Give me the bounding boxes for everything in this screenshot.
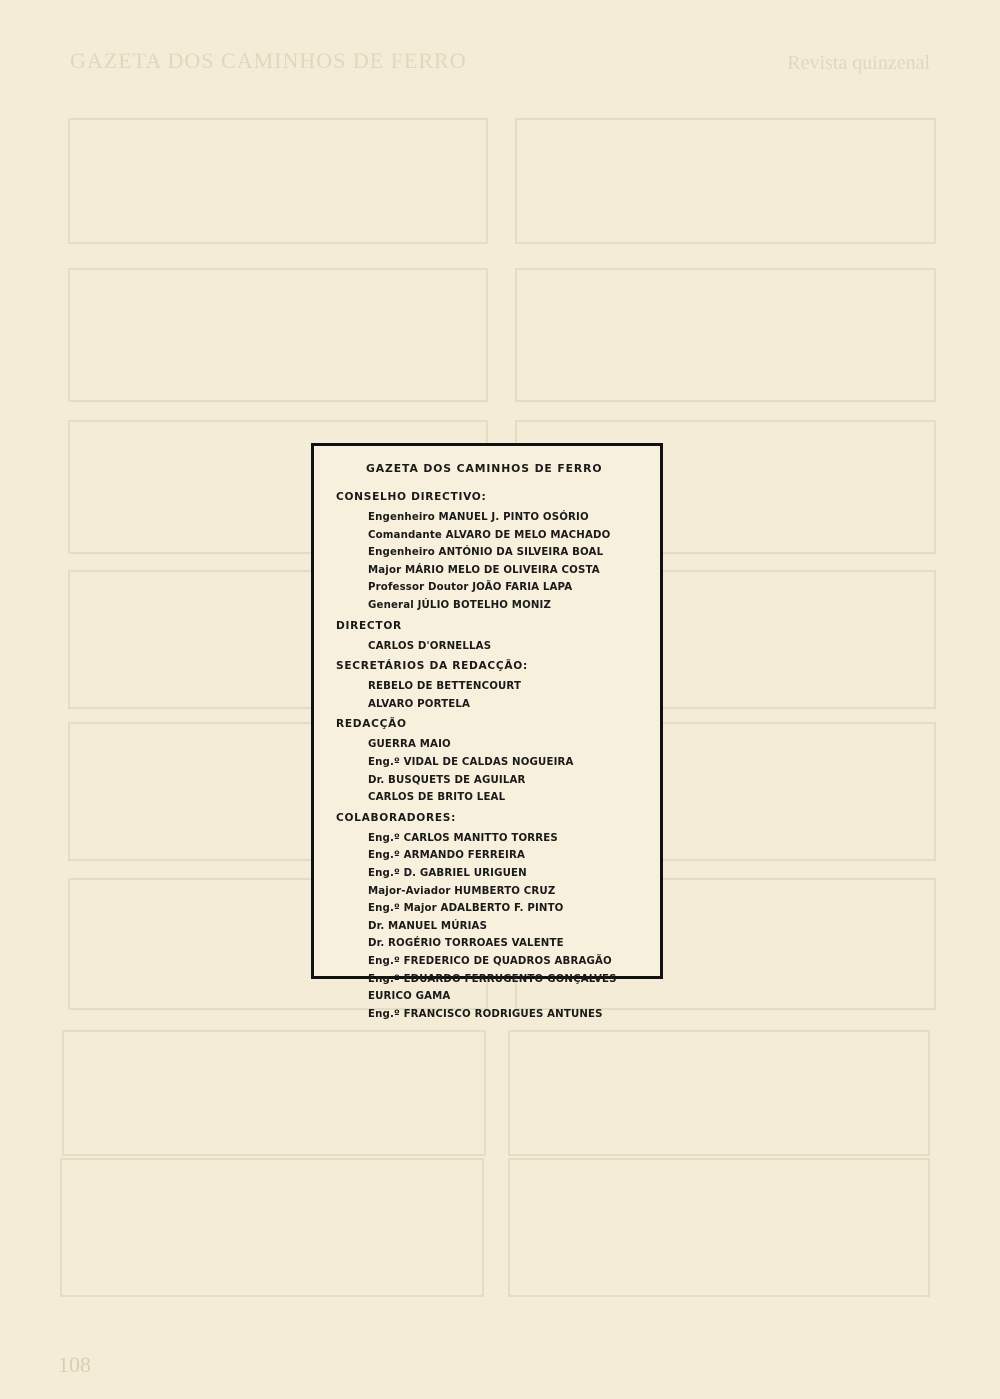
member-line: Eng.º FREDERICO DE QUADROS ABRAGÃO [368,956,612,967]
member-line: Eng.º Major ADALBERTO F. PINTO [368,903,564,915]
member-line: Dr. MANUEL MÚRIAS [368,920,488,932]
bleed-ad-frame [515,118,936,244]
section-heading-redaccao: REDACÇÃO [336,718,407,731]
masthead-title: GAZETA DOS CAMINHOS DE FERRO [366,462,603,475]
running-header-right: Revista quinzenal [787,52,930,74]
member-line: Eng.º D. GABRIEL URIGUEN [368,868,527,879]
running-header: GAZETA DOS CAMINHOS DE FERRO [70,48,467,73]
member-line: Eng.º ARMANDO FERREIRA [368,850,525,862]
member-line: CARLOS DE BRITO LEAL [368,792,506,804]
member-line: REBELO DE BETTENCOURT [368,681,522,693]
section-heading-conselho: CONSELHO DIRECTIVO: [336,491,487,503]
member-line: GUERRA MAIO [368,739,451,751]
member-line: Eng.º EDUARDO FERRUGENTO GONÇALVES [368,973,617,985]
member-line: ALVARO PORTELA [368,698,470,710]
member-line: Eng.º FRANCISCO RODRIGUES ANTUNES [368,1008,603,1020]
member-line: Major MÁRIO MELO DE OLIVEIRA COSTA [368,564,600,576]
bleed-ad-frame [68,118,488,244]
member-line: Comandante ALVARO DE MELO MACHADO [368,529,611,541]
bleed-ad-frame [515,268,936,402]
bleed-ad-frame [508,1158,930,1297]
member-line: Professor Doutor JOÃO FARIA LAPA [368,582,573,594]
masthead-box [311,443,663,1020]
member-line: Dr. ROGÉRIO TORROAES VALENTE [368,938,564,950]
page-number: 108 [58,1352,91,1377]
member-line: EURICO GAMA [368,991,451,1003]
section-heading-colaboradores: COLABORADORES: [336,811,457,824]
member-line: Dr. BUSQUETS DE AGUILAR [368,774,526,786]
member-line: Major-Aviador HUMBERTO CRUZ [368,885,556,897]
bleed-ad-frame [60,1158,484,1297]
member-line: Eng.º VIDAL DE CALDAS NOGUEIRA [368,757,574,768]
section-heading-director: DIRECTOR [336,619,402,632]
member-line: CARLOS D'ORNELLAS [368,640,492,652]
bleed-ad-frame [508,1030,930,1156]
section-heading-secretarios: SECRETÁRIOS DA REDACÇÃO: [336,660,528,673]
bleed-ad-frame [68,268,488,402]
member-line: General JÚLIO BOTELHO MONIZ [368,600,552,611]
member-line: Engenheiro ANTÓNIO DA SILVEIRA BOAL [368,547,604,559]
member-line: Engenheiro MANUEL J. PINTO OSÓRIO [368,512,589,523]
bleed-ad-frame [62,1030,486,1156]
member-line: Eng.º CARLOS MANITTO TORRES [368,832,558,844]
